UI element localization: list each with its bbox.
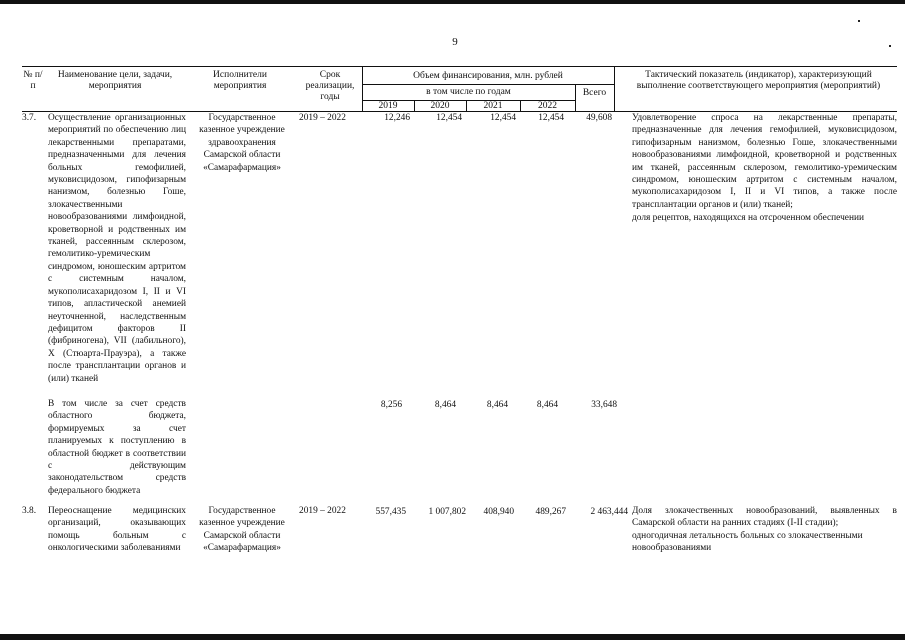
row-name: Переоснащение медицинских организаций, оказывающих помощь больным с онкологическими заболеваниями [48, 506, 186, 554]
row-value-2022: 12,454 [538, 113, 564, 123]
header-indicator: Тактический показатель (индикатор), характеризующий выполнение соответствующего мероприятия (мероприятий) [636, 70, 881, 91]
row-indicator-second: доля рецептов, находящихся на отсроченном обеспечении [632, 213, 865, 223]
row-term: 2019 – 2022 [299, 506, 346, 516]
row-value-2019: 12,246 [384, 113, 410, 123]
row-value-2022: 8,464 [536, 400, 558, 410]
row-value-2021: 8,464 [486, 400, 508, 410]
row-indicator: Доля злокачественных новообразований, выявленных в Самарской области на ранних стадиях (I-II стадии); [632, 506, 897, 529]
row-number: 3.7. [22, 113, 37, 123]
scan-speck [889, 45, 891, 47]
header-finance: Объем финансирования, млн. рублей [413, 71, 563, 81]
header-by-years: в том числе по годам [426, 87, 511, 97]
row-value-2019: 8,256 [380, 400, 402, 410]
row-indicator: Удовлетворение спроса на лекарственные препараты, предназначенные для лечения гемофилией, муковисцидозом, гипофизарным нанизмом, болезнью Гоше, злокачественными новообразованиями лимфоидной, кроветворной и родственных им тканей, рассеянным склерозом, гемолитико-уремическим синдромом, юношеским артритом с системным началом, мукополисахаридозом I, II и VI типов, а также после трансплантации органов и (или) тканей; [632, 113, 897, 210]
row-term: 2019 – 2022 [299, 113, 346, 123]
row-indicator-second: одногодичная летальность больных со злокачественными новообразованиями [632, 531, 863, 554]
row-total: 49,608 [586, 113, 612, 123]
row-number: 3.8. [22, 506, 37, 516]
row-value-2019: 557,435 [375, 507, 406, 517]
row-value-2021: 12,454 [490, 113, 516, 123]
header-year-2021: 2021 [483, 101, 503, 111]
row-value-2020: 8,464 [434, 400, 456, 410]
row-executor: Государственное казенное учреждение здравоохранения Самарской области «Самарафармация» [199, 113, 285, 173]
row-executor: Государственное казенное учреждение Самарской области «Самарафармация» [199, 506, 285, 554]
header-no: № п/п [23, 70, 43, 91]
header-total: Всего [582, 88, 607, 98]
header-year-2019: 2019 [378, 101, 398, 111]
scan-speck [858, 20, 860, 22]
row-total: 33,648 [591, 400, 617, 410]
scan-bottom-border [0, 634, 905, 640]
header-year-2020: 2020 [430, 101, 450, 111]
row-value-2021: 408,940 [483, 507, 514, 517]
row-name: Осуществление организационных мероприятий по обеспечению лиц лекарственными препаратами, предназначенными для лечения больных гемофилией, муковисцидозом, гипофизарным нанизмом, болезнью Гоше, злокачественными новообразованиями лимфоидной, кроветворной и родственных им тканей, рассеянным склерозом, гемолитико-уремическим синдромом, юношеским артритом с системным началом, мукополисахаридозом I, II и VI типов, апластической анемией неуточненной, наследственным дефицитом факторов II (фибриногена), VII (лабильного), X (Стюарта-Прауэра), а также после трансплантации органов и (или) тканей [48, 113, 186, 384]
col-sep [614, 66, 615, 111]
finance-subheader-rule [362, 84, 614, 85]
table-top-rule [22, 66, 897, 67]
row-value-2020: 12,454 [436, 113, 462, 123]
row-name: В том числе за счет средств областного бюджета, формируемых за счет планируемых к поступлению в областной бюджет в соответствии с действующим законодательством средств федерального бюджета [48, 399, 186, 496]
row-total: 2 463,444 [590, 507, 628, 517]
page-number: 9 [452, 36, 458, 48]
header-year-2022: 2022 [538, 101, 557, 111]
row-value-2022: 489,267 [535, 507, 566, 517]
row-value-2020: 1 007,802 [428, 507, 466, 517]
scan-top-border [0, 0, 905, 4]
header-executors: Исполнители мероприятия [213, 70, 267, 91]
header-term: Срок реализации, годы [305, 70, 355, 102]
header-name: Наименование цели, задачи, мероприятия [57, 70, 173, 91]
